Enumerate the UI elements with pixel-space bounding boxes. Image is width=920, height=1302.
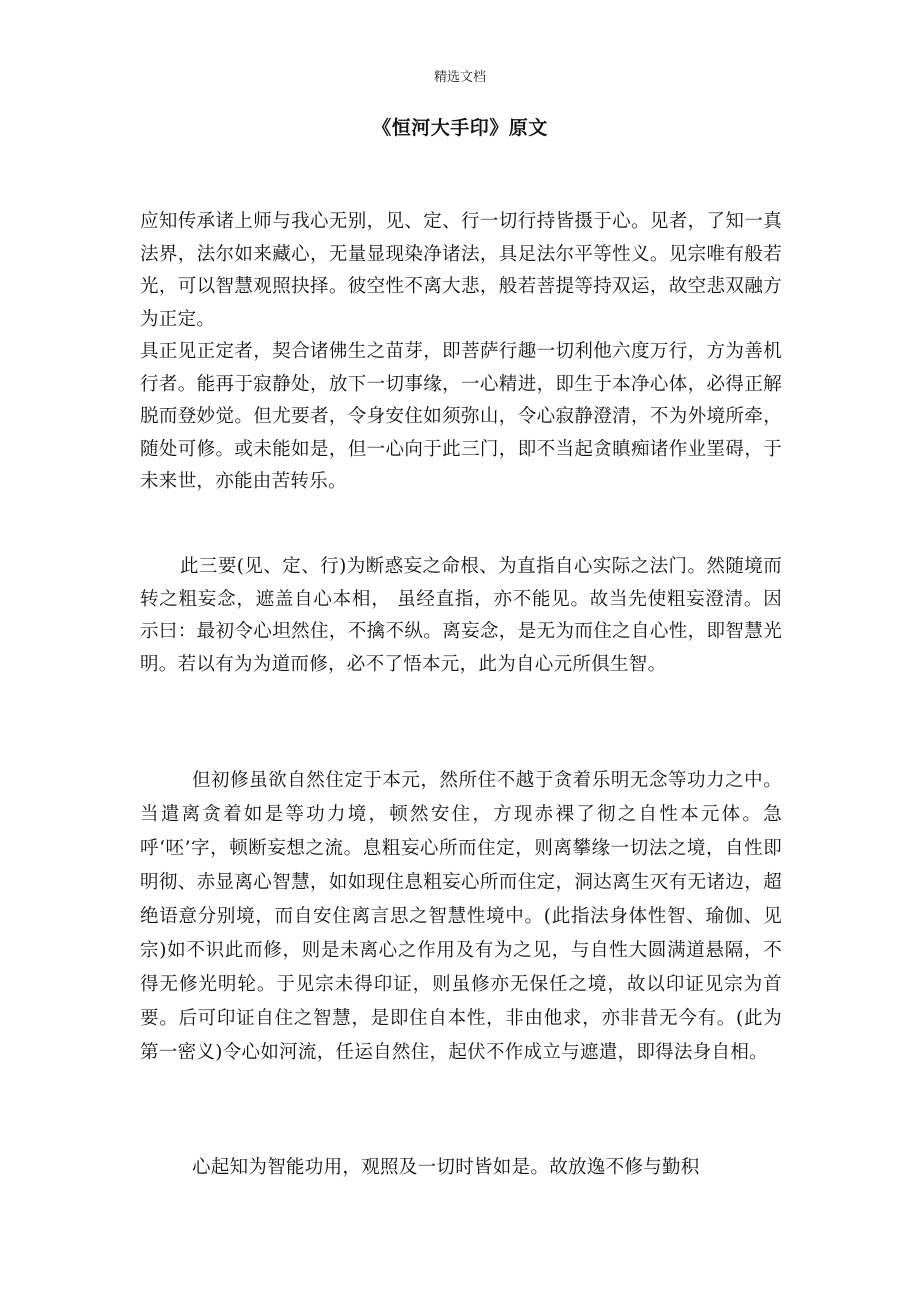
paragraph-5: 心起知为智能功用，观照及一切时皆如是。故放逸不修与勤积 <box>192 1157 700 1178</box>
paragraph-4: 但初修虽欲自然住定于本元，然所住不越于贪着乐明无念等功力之中。当遣离贪着如是等功力境，顿然安住，方现赤裸了彻之自性本元体。急呼‘呸’字，顿断妄想之流。息粗妄心所而住定，则离攀缘一切法之境，自性即明彻、赤显离心智慧，如如现住息粗妄心所而住定，洞达离生灭有无诸边，超绝语意分别境，而自安住离言思之智慧性境中。(此指法身体性智、瑜伽、见宗)如不识此而修，则是未离心之作用及有为之见，与自性大圆满道悬隔，不得无修光明轮。于见宗未得印证，则虽修亦无保任之境，故以印证见宗为首要。后可印证自住之智慧，是即住自本性，非由他求，亦非昔无今有。(此为第一密义)令心如河流，任运自然住，起伏不作成立与遮遣，即得法身自相。 <box>140 770 782 1063</box>
paragraph-1: 应知传承诸上师与我心无别，见、定、行一切行持皆摄于心。见者，了知一真法界，法尔如来藏心，无量显现染净诸法，具足法尔平等性义。见宗唯有般若光，可以智慧观照抉择。彼空性不离大悲，般若菩提等持双运，故空悲双融方为正定。 <box>140 211 782 330</box>
paragraph-2: 具正见正定者，契合诸佛生之苗芽，即菩萨行趣一切利他六度万行，方为善机行者。能再于寂静处，放下一切事缘，一心精进，即生于本净心体，必得正解脱而登妙觉。但尤要者，令身安住如须弥山，令心寂静澄清，不为外境所牵，随处可修。或未能如是，但一心向于此三门，即不当起贪瞋痴诸作业罣碍，于未来世，亦能由苦转乐。 <box>140 341 782 492</box>
paragraph-3: 此三要(见、定、行)为断惑妄之命根、为直指自心实际之法门。然随境而转之粗妄念，遮盖自心本相， 虽经直指，亦不能见。故当先使粗妄澄清。因示曰：最初令心坦然住，不擒不纵。离妄念，是无为而住之自心性，即智慧光明。若以有为为道而修，必不了悟本元，此为自心元所俱生智。 <box>140 556 782 675</box>
document-title: 《恒河大手印》原文 <box>372 117 548 139</box>
page-header: 精选文档 <box>433 70 486 85</box>
